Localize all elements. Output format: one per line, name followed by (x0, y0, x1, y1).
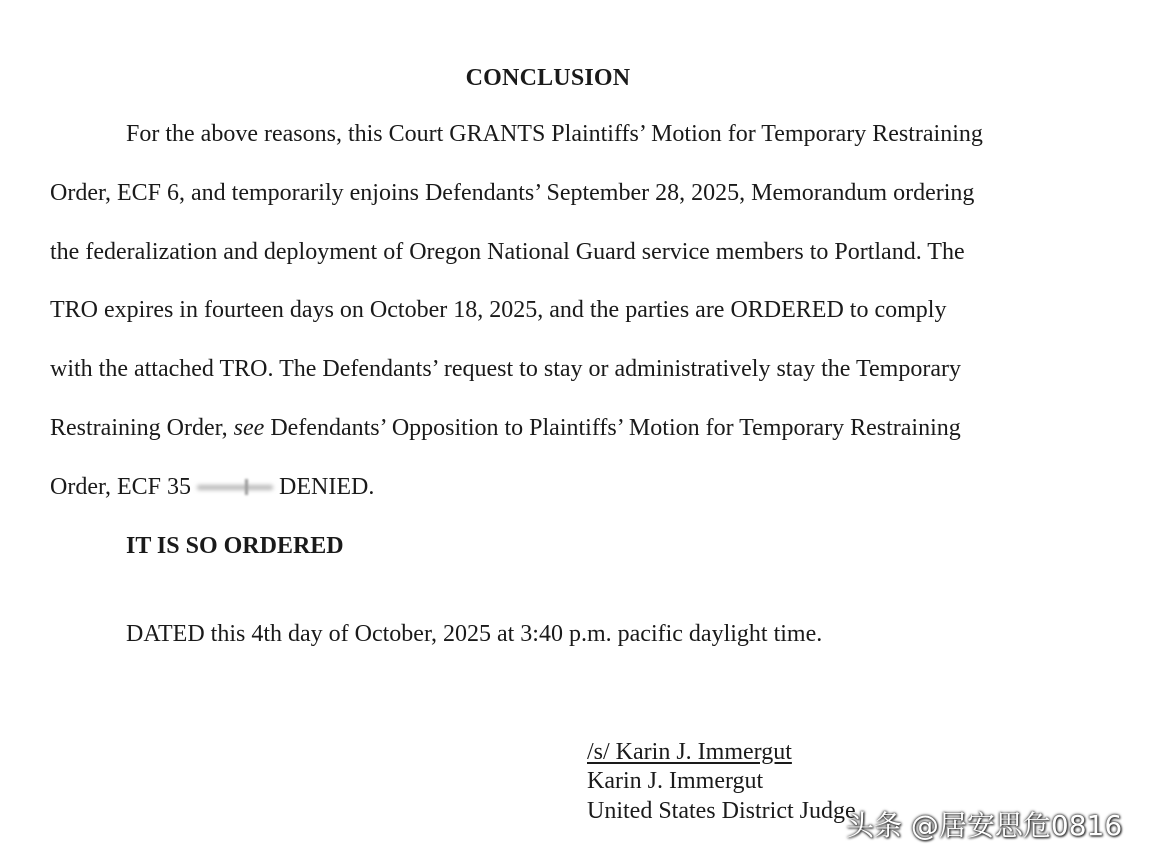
paragraph-line-7 (50, 471, 374, 503)
line6-text-before: Restraining Order, (50, 415, 234, 441)
paragraph-line-3: the federalization and deployment of Oregon National Guard service members to Portland. The (50, 239, 965, 265)
paragraph-line-2: Order, ECF 6, and temporarily enjoins Defendants’ September 28, 2025, Memorandum ordering (50, 180, 975, 206)
line6-italic-see: see (233, 415, 265, 441)
dated-line: DATED this 4th day of October, 2025 at 3:40 p.m. pacific daylight time. (126, 621, 823, 647)
section-heading: CONCLUSION (465, 65, 631, 91)
paragraph-line-4: TRO expires in fourteen days on October 18, 2025, and the parties are ORDERED to comply (50, 297, 947, 323)
paragraph-line-1: For the above reasons, this Court GRANTS Plaintiffs’ Motion for Temporary Restraining (126, 121, 983, 147)
line7-text-after: DENIED. (279, 474, 375, 500)
paragraph-line-5: with the attached TRO. The Defendants’ request to stay or administratively stay the Temporary (50, 356, 961, 382)
signer-name: Karin J. Immergut (587, 768, 764, 794)
line6-text-after: Defendants’ Opposition to Plaintiffs’ Motion for Temporary Restraining (264, 415, 961, 441)
signer-title: United States District Judge (587, 798, 856, 824)
watermark: 头条 @居安思危0816 (846, 809, 1123, 842)
line7-text-before: Order, ECF 35 (50, 474, 192, 500)
redaction-blur (195, 476, 275, 498)
paragraph-line-6 (50, 412, 961, 444)
order-statement: IT IS SO ORDERED (126, 533, 344, 559)
electronic-signature: /s/ Karin J. Immergut (587, 739, 792, 765)
